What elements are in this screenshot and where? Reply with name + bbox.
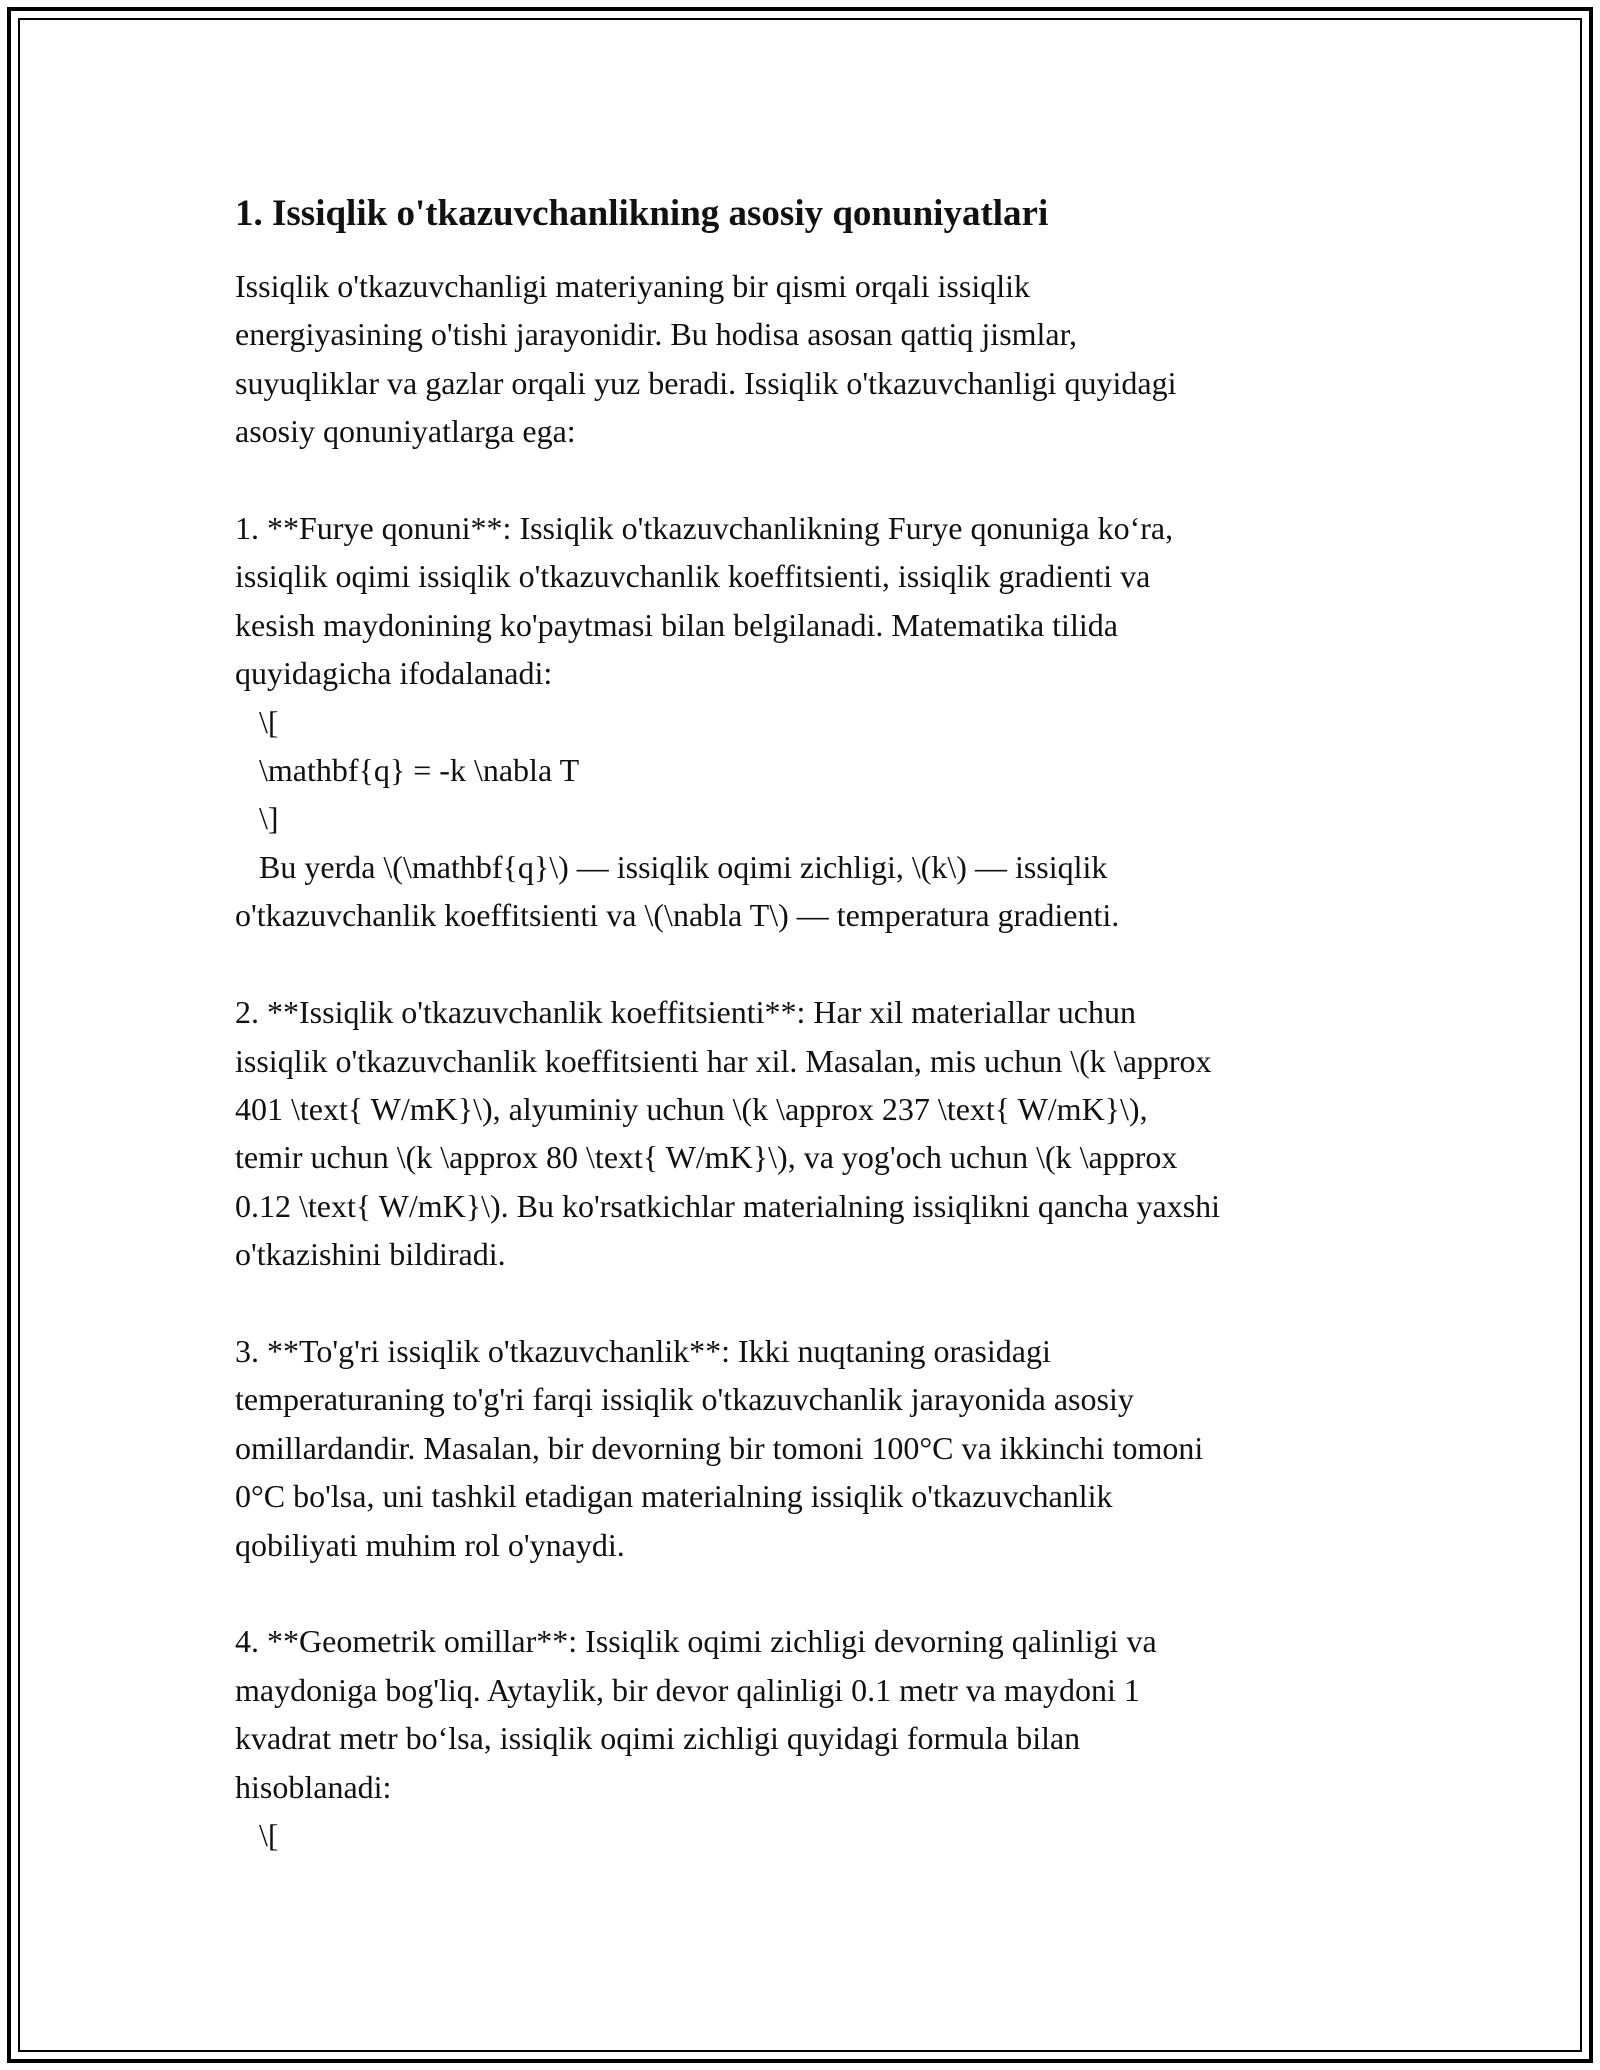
document-body: Issiqlik o'tkazuvchanligi materiyaning bir qismi orqali issiqlik energiyasining o'tishi jarayonidir. Bu hodisa asosan qattiq jismlar, suyuqliklar va gazlar orqali yuz beradi. Issiqlik o'tkazuvchanligi quyidagi asosiy qonuniyatlarga ega: 1. **Furye qonuni**: Issiqlik o'tkazuvchanlikning Furye qonuniga ko‘ra, issiqlik oqimi issiqlik o'tkazuvchanlik koeffitsienti, issiqlik gradienti va kesish maydonining ko'paytmasi bilan belgilanadi. Matematika tilida quyidagicha ifodalanadi: \[ \mathbf{q} = -k \nabla T \] Bu yerda \(\mathbf{q}\) — issiqlik oqimi zichligi, \(k\) — issiqlik o'tkazuvchanlik koeffitsienti va \(\nabla T\) — temperatura gradienti. 2. **Issiqlik o'tkazuvchanlik koeffitsienti**: Har xil materiallar uchun issiqlik o'tkazuvchanlik koeffitsienti har xil. Masalan, mis uchun \(k \approx 401 \text{ W/mK}\), alyuminiy uchun \(k \approx 237 \text{ W/mK}\), temir uchun \(k \approx 80 \text{ W/mK}\), va yog'och uchun \(k \approx 0.12 \text{ W/mK}\). Bu ko'rsatkichlar materialning issiqlikni qancha yaxshi o'tkazishini bildiradi. 3. **To'g'ri issiqlik o'tkazuvchanlik**: Ikki nuqtaning orasidagi temperaturaning to'g'ri farqi issiqlik o'tkazuvchanlik jarayonida asosiy omillardandir. Masalan, bir devorning bir tomoni 100°C va ikkinchi tomoni 0°C bo'lsa, uni tashkil etadigan materialning issiqlik o'tkazuvchanlik qobiliyati muhim rol o'ynaydi. 4. **Geometrik omillar**: Issiqlik oqimi zichligi devorning qalinligi va maydoniga bog'liq. Aytaylik, bir devor qalinligi 0.1 metr va maydoni 1 kvadrat metr bo‘lsa, issiqlik oqimi zichligi quyidagi formula bilan hisoblanadi: \[ [235, 268, 1221, 1853]
document-title: 1. Issiqlik o'tkazuvchanlikning asosiy qonuniyatlari [235, 193, 1049, 234]
document-content [235, 188, 1375, 1859]
